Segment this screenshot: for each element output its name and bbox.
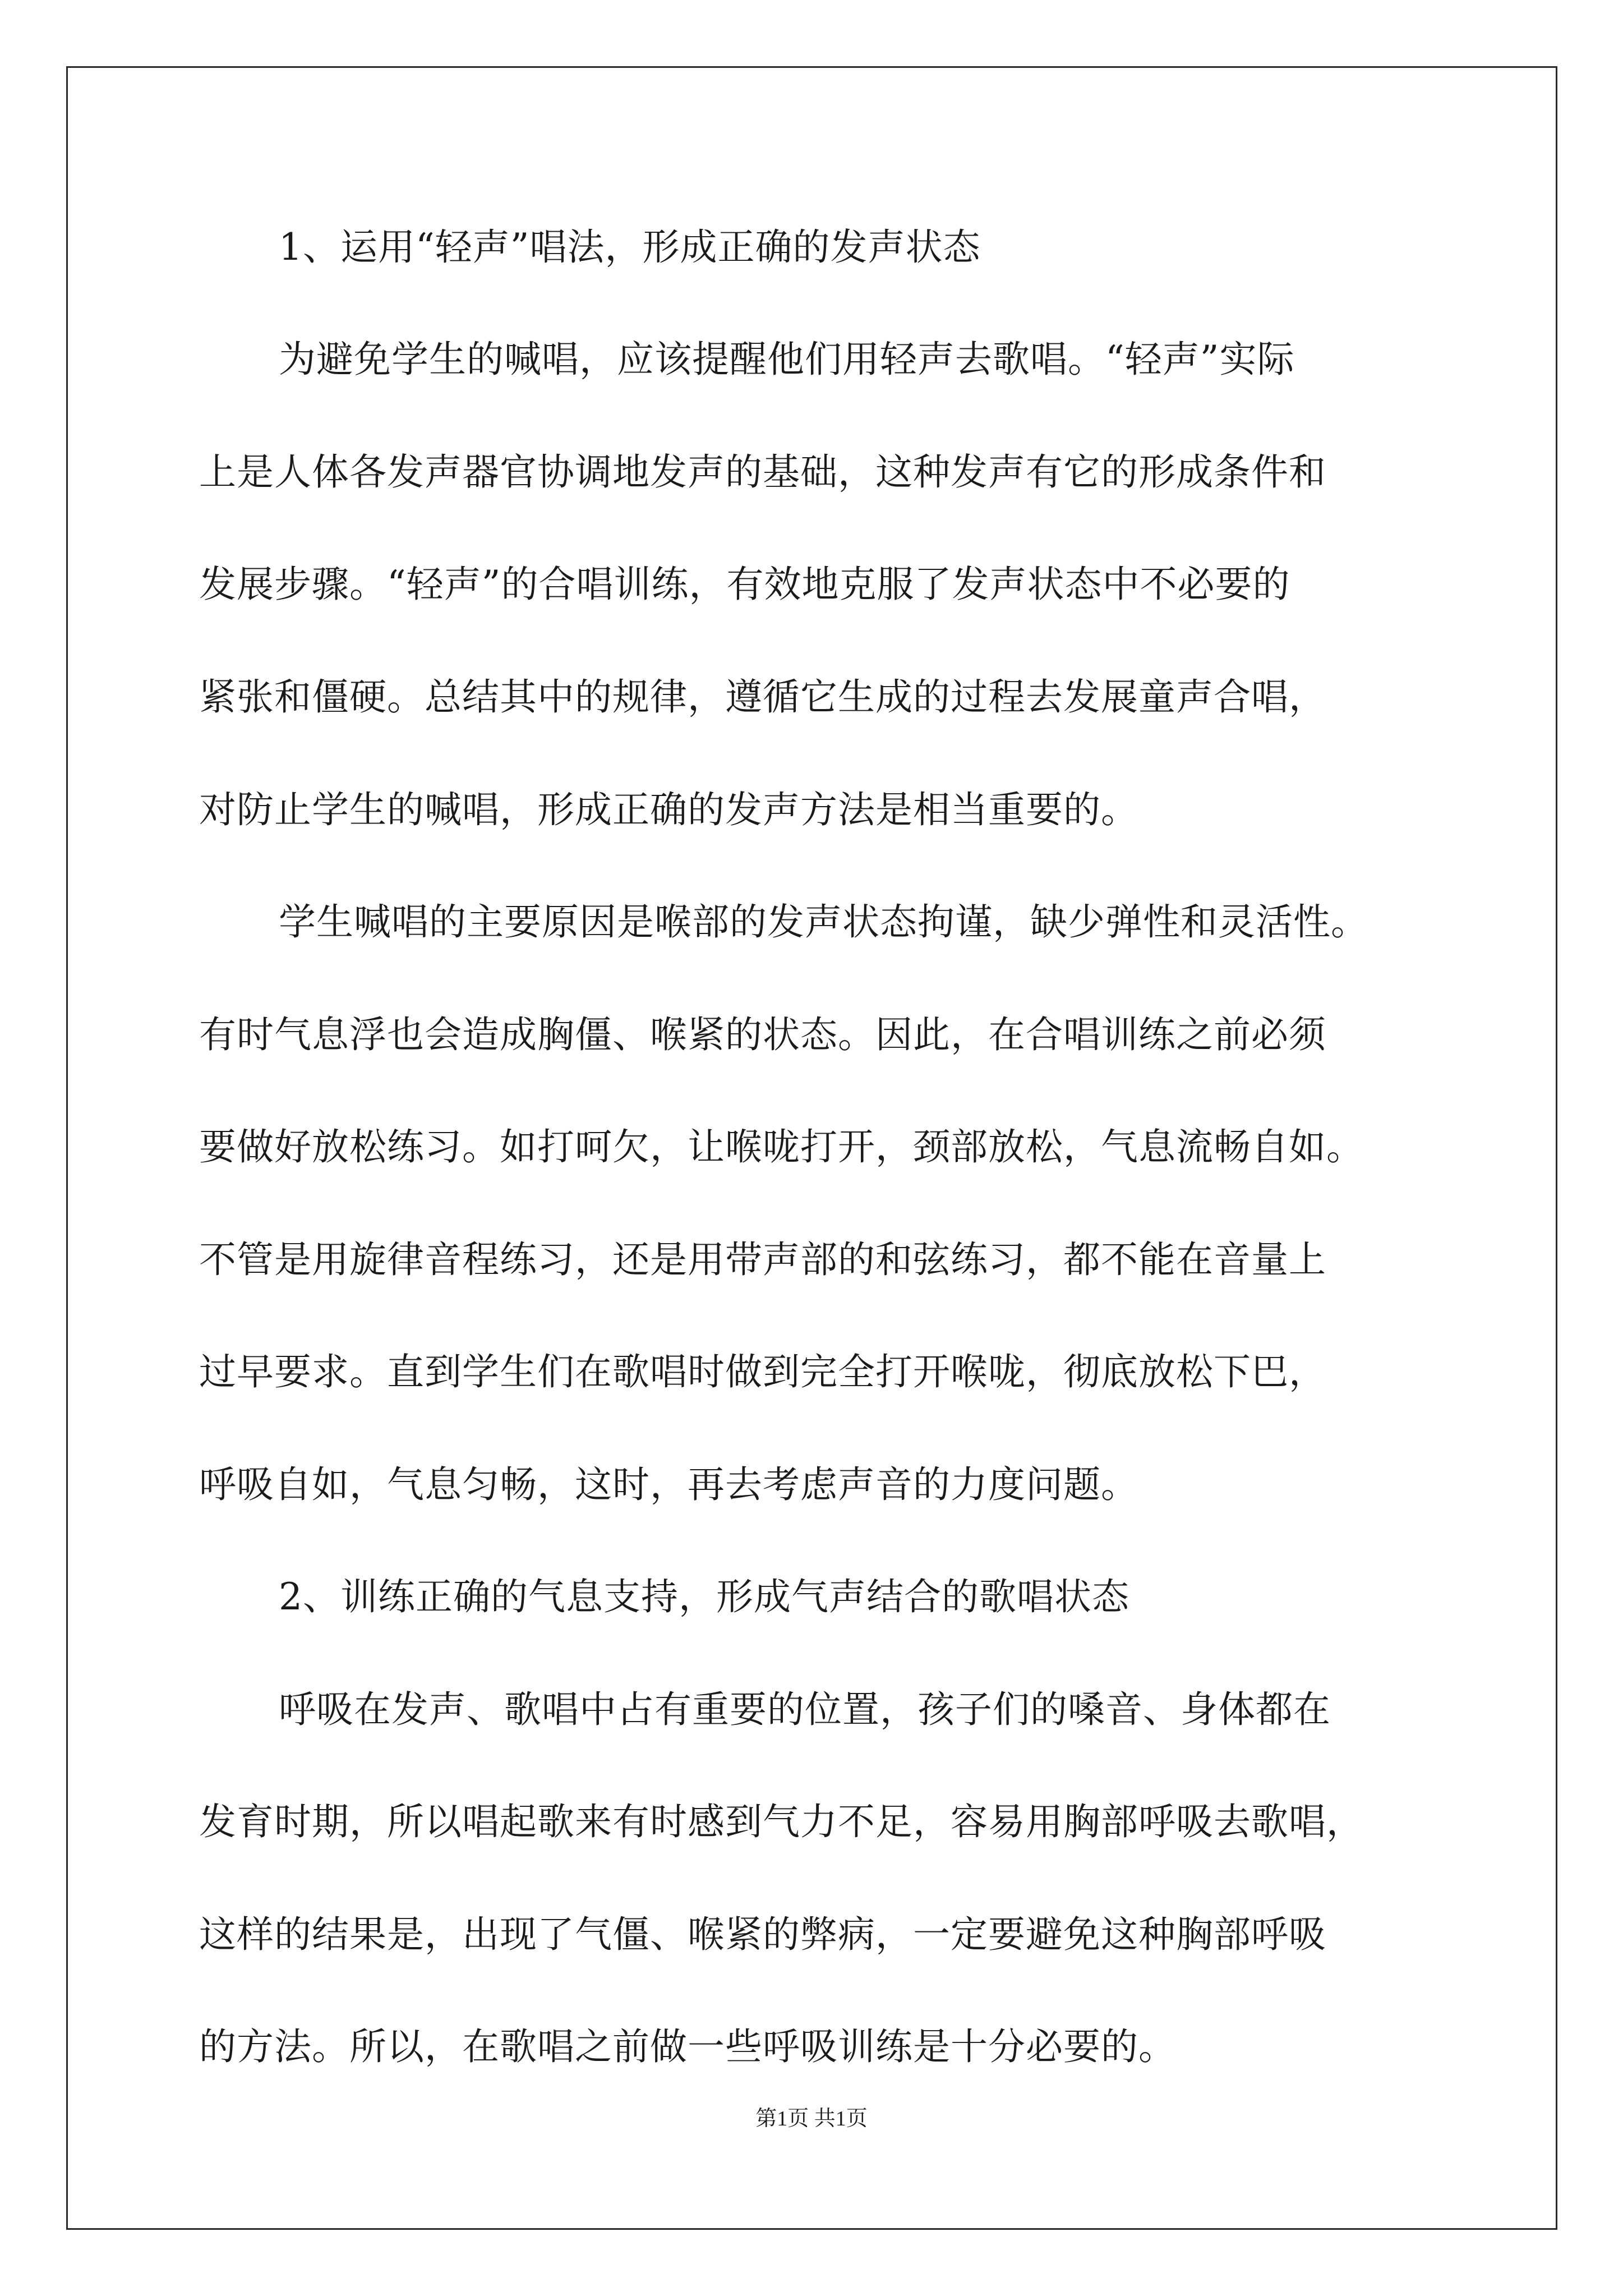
paragraph-line: 紧张和僵硬。总结其中的规律，遵循它生成的过程去发展童声合唱， [199,675,1326,719]
paragraph-line: 对防止学生的喊唱，形成正确的发声方法是相当重要的。 [199,788,1138,831]
paragraph-line: 发展步骤。“轻声”的合唱训练，有效地克服了发声状态中不必要的 [199,563,1290,606]
paragraph-line: 的方法。所以，在歌唱之前做一些呼吸训练是十分必要的。 [199,2025,1176,2068]
page-number-footer: 第1页 共1页 [755,2107,868,2131]
paragraph-line: 这样的结果是，出现了气僵、喉紧的弊病，一定要避免这种胸部呼吸 [199,1913,1326,1956]
heading-2: 2、训练正确的气息支持，形成气声结合的歌唱状态 [279,1575,1129,1618]
paragraph-line: 有时气息浮也会造成胸僵、喉紧的状态。因此，在合唱训练之前必须 [199,1013,1326,1056]
paragraph-line: 呼吸自如，气息匀畅，这时，再去考虑声音的力度问题。 [199,1463,1138,1506]
paragraph-line: 过早要求。直到学生们在歌唱时做到完全打开喉咙，彻底放松下巴， [199,1350,1326,1393]
paragraph-line: 要做好放松练习。如打呵欠，让喉咙打开，颈部放松，气息流畅自如。 [199,1125,1364,1168]
paragraph-line: 发育时期，所以唱起歌来有时感到气力不足，容易用胸部呼吸去歌唱， [199,1800,1364,1843]
paragraph-line: 上是人体各发声器官协调地发声的基础，这种发声有它的形成条件和 [199,450,1326,494]
paragraph-line: 为避免学生的喊唱，应该提醒他们用轻声去歌唱。“轻声”实际 [279,338,1295,381]
paragraph-line: 不管是用旋律音程练习，还是用带声部的和弦练习，都不能在音量上 [199,1238,1326,1281]
paragraph-line: 呼吸在发声、歌唱中占有重要的位置，孩子们的嗓音、身体都在 [279,1688,1331,1731]
heading-1: 1、运用“轻声”唱法，形成正确的发声状态 [279,226,981,269]
paragraph-line: 学生喊唱的主要原因是喉部的发声状态拘谨，缺少弹性和灵活性。 [279,900,1368,944]
